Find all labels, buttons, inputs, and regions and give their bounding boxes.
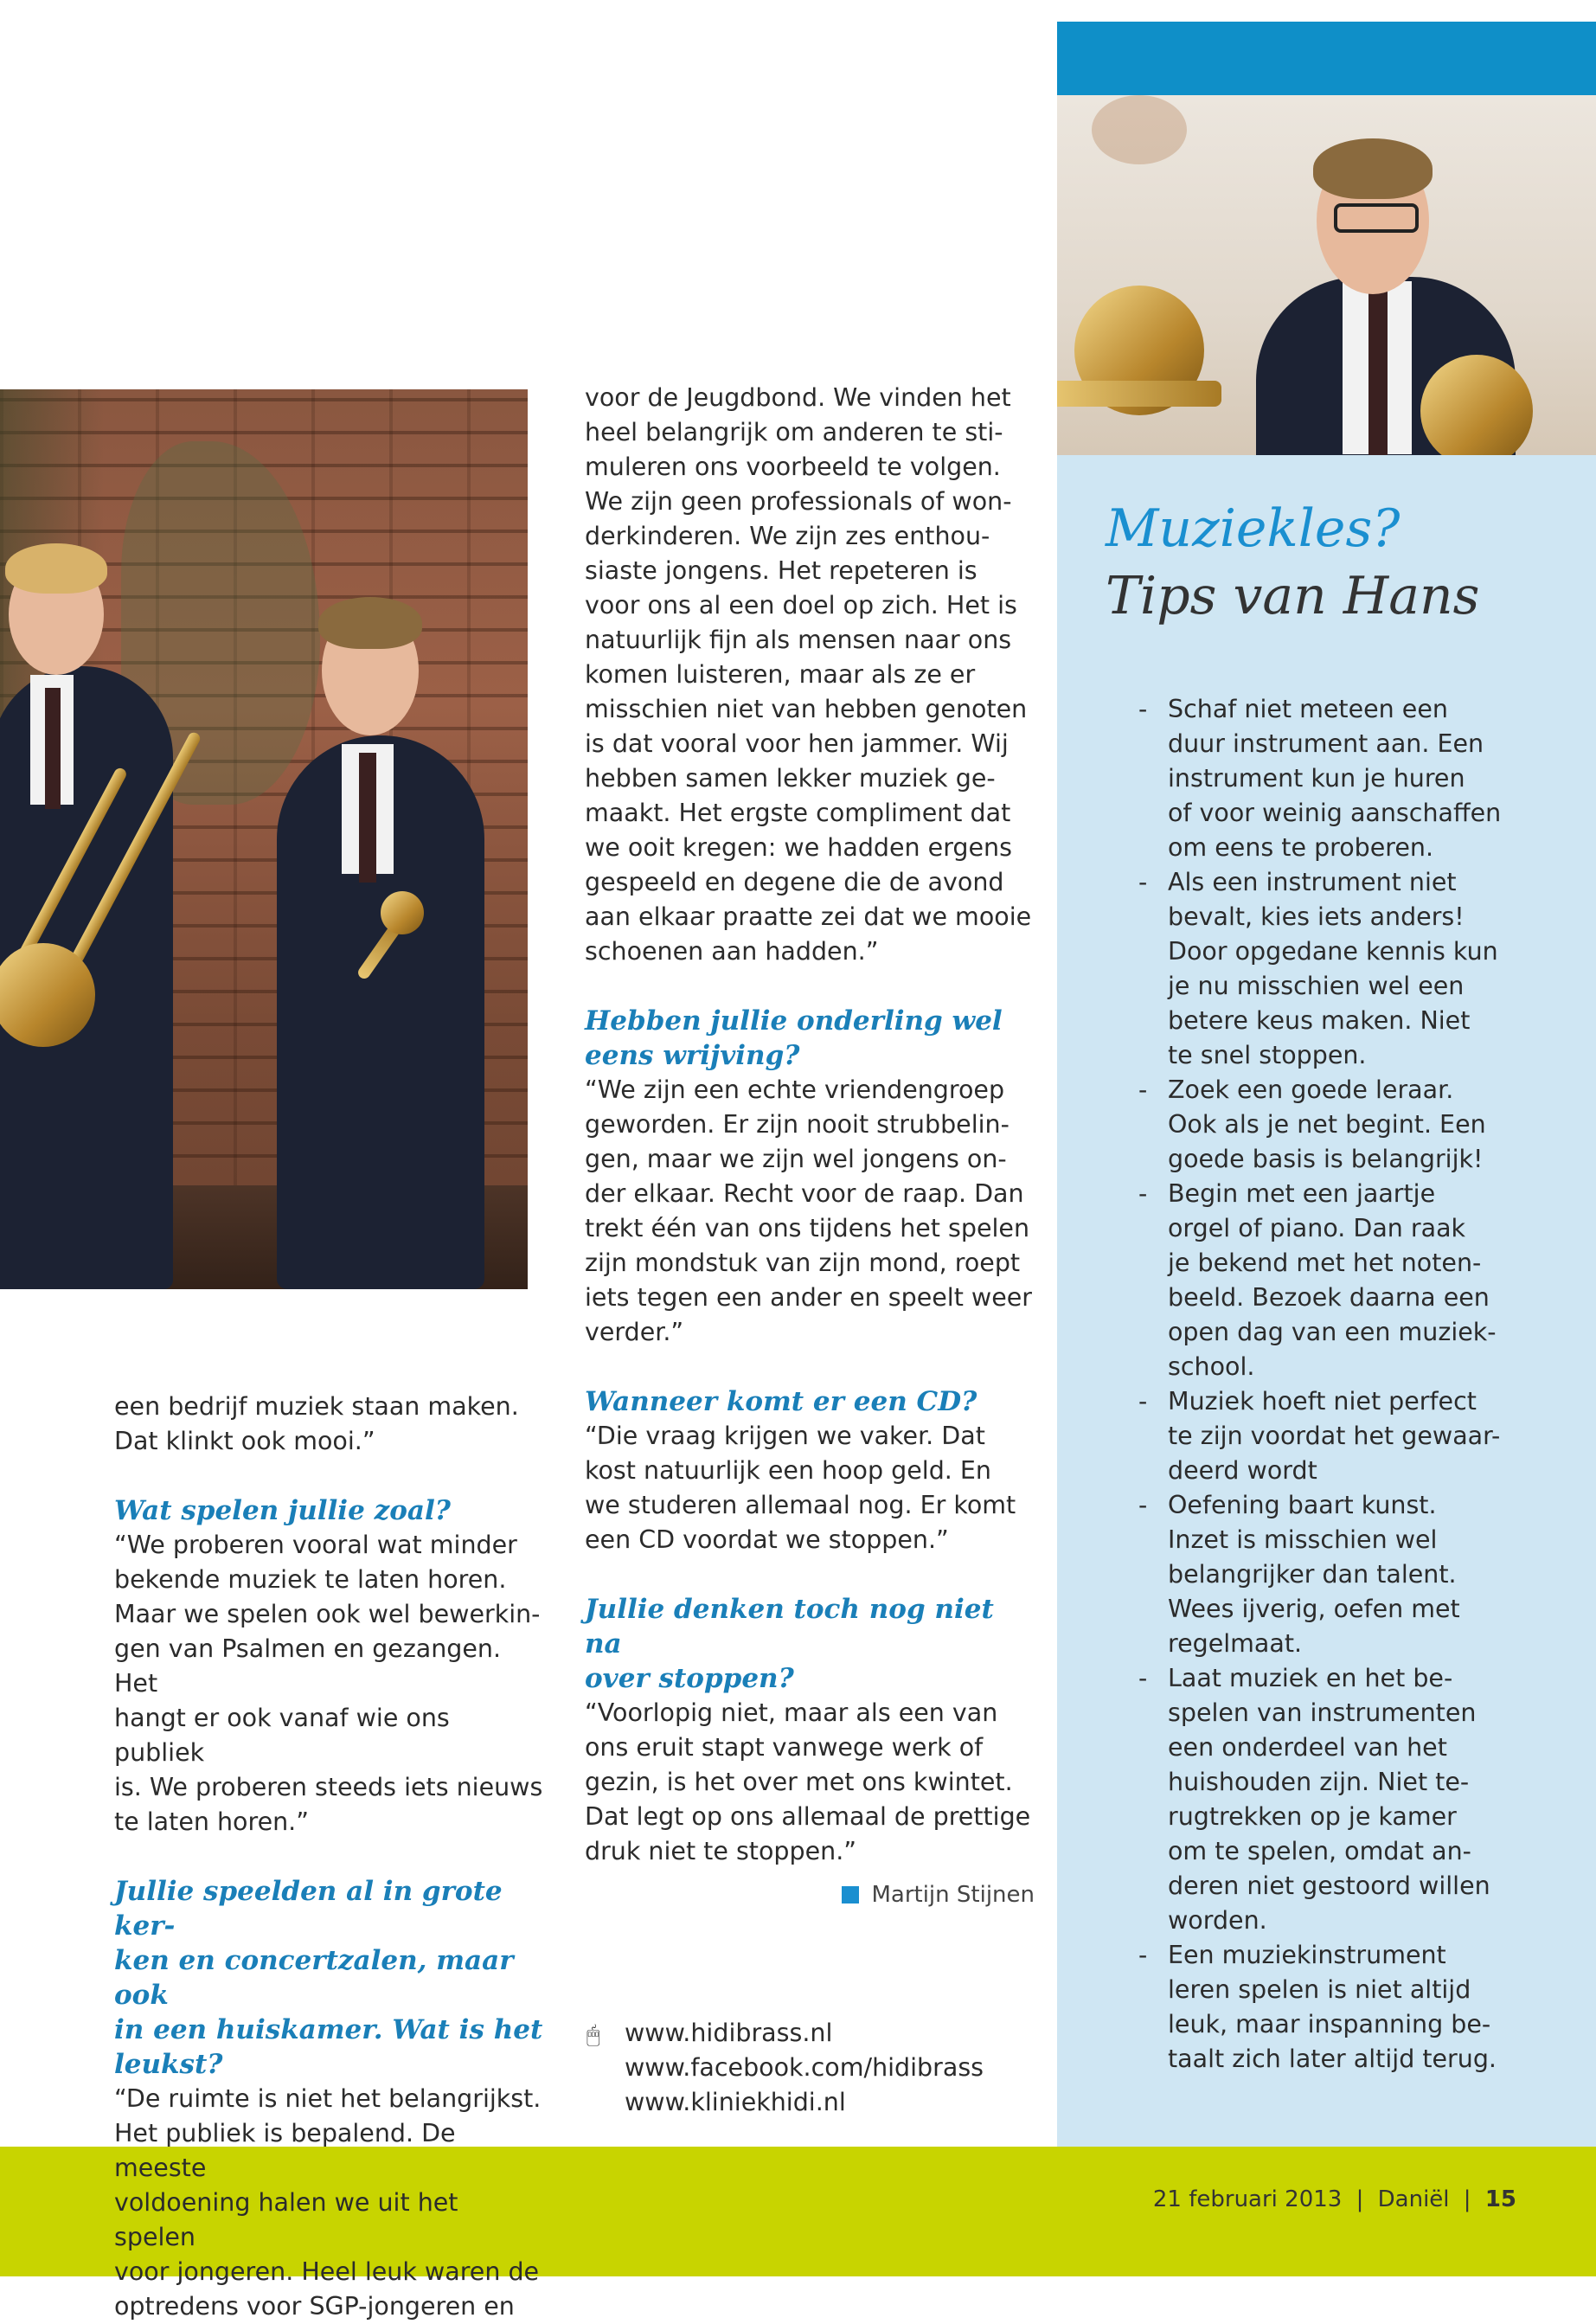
sidebar-title-line2: Tips van Hans [1106, 566, 1480, 626]
question-4: Wanneer komt er een CD? [585, 1386, 977, 1417]
tip-8-line-2: leuk, maar inspanning be- [1168, 2010, 1491, 2038]
answer-2-line-1: Het publiek is bepalend. De meeste [114, 2119, 456, 2182]
accent-bar [1057, 22, 1596, 95]
tip-1-line-0: Schaf niet meteen een [1168, 695, 1448, 723]
answer-3-line-5: zijn mondstuk van zijn mond, roept [585, 1249, 1021, 1277]
answer-5-line-0: “Voorlopig niet, maar als een van [585, 1698, 998, 1727]
answer-cont-line-16: schoenen aan hadden.” [585, 937, 879, 966]
answer-1-line-5: is. We proberen steeds iets nieuws [114, 1773, 543, 1801]
bullet-dash-icon: - [1138, 1664, 1148, 1692]
answer-2-line-4: optredens voor SGP-jongeren en [114, 2292, 515, 2321]
bullet-dash-icon: - [1138, 1941, 1148, 1969]
tip-4-line-0: Begin met een jaartje [1168, 1179, 1436, 1208]
link-line-1[interactable]: www.facebook.com/hidibrass [625, 2053, 984, 2082]
tip-5-line-1: te zijn voordat het gewaar- [1168, 1422, 1501, 1450]
question-3-line-0: Hebben jullie onderling wel [585, 1005, 1003, 1037]
tip-6 [1138, 1488, 1574, 1661]
answer-5-line-4: druk niet te stoppen.” [585, 1837, 857, 1865]
question-2-line-2: in een huiskamer. Wat is het [114, 2014, 543, 2045]
question-2-line-1: ken en concertzalen, maar ook [114, 1945, 514, 2011]
answer-4 [585, 1419, 1035, 1557]
tip-1-line-1: duur instrument aan. Een [1168, 729, 1484, 758]
tip-6-line-3: Wees ijverig, oefen met [1168, 1595, 1460, 1623]
answer-cont-line-8: komen luisteren, maar als ze er [585, 660, 976, 689]
tip-4-line-2: je bekend met het noten- [1168, 1249, 1482, 1277]
answer-cont-line-4: derkinderen. We zijn zes enthou- [585, 522, 990, 550]
tip-7-line-6: deren niet gestoord willen [1168, 1871, 1490, 1900]
tip-8-line-3: taalt zich later altijd terug. [1168, 2045, 1497, 2073]
bullet-dash-icon: - [1138, 695, 1148, 723]
tip-5 [1138, 1384, 1574, 1488]
links-block [586, 2016, 1036, 2120]
answer-5-line-1: ons eruit stapt vanwege werk of [585, 1733, 984, 1762]
tip-6-line-4: regelmaat. [1168, 1629, 1303, 1658]
tip-2-line-3: je nu misschien wel een [1168, 972, 1465, 1000]
tip-6-line-1: Inzet is misschien wel [1168, 1525, 1438, 1554]
answer-4-line-3: een CD voordat we stoppen.” [585, 1525, 949, 1554]
question-2-line-3: leukst? [114, 2049, 223, 2080]
tip-2-line-5: te snel stoppen. [1168, 1041, 1367, 1069]
answer-1-line-3: gen van Psalmen en gezangen. Het [114, 1634, 502, 1698]
answer-3-line-2: gen, maar we zijn wel jongens on- [585, 1145, 1007, 1173]
answer-cont-line-15: aan elkaar praatte zei dat we mooie [585, 902, 1032, 931]
tip-4 [1138, 1177, 1574, 1384]
answer-cont-line-10: is dat vooral voor hen jammer. Wij [585, 729, 1009, 758]
answer-2 [114, 2082, 547, 2324]
sidebar-title-line1: Muziekles? [1106, 498, 1401, 559]
answer-cont-line-9: misschien niet van hebben genoten [585, 695, 1028, 723]
tip-7-line-1: spelen van instrumenten [1168, 1698, 1477, 1727]
question-3-line-1: eens wrijving? [585, 1040, 800, 1071]
answer-4-line-1: kost natuurlijk een hoop geld. En [585, 1456, 991, 1485]
answer-3-line-4: trekt één van ons tijdens het spelen [585, 1214, 1030, 1242]
bullet-dash-icon: - [1138, 1491, 1148, 1519]
tips-sidebar [1057, 455, 1596, 2147]
author-name: Martijn Stijnen [871, 1882, 1035, 1908]
tip-2-line-2: Door opgedane kennis kun [1168, 937, 1498, 966]
question-2 [114, 1874, 547, 2082]
links-list [625, 2016, 1036, 2120]
tip-6-line-2: belangrijker dan talent. [1168, 1560, 1457, 1589]
tip-7-line-7: worden. [1168, 1906, 1267, 1935]
tip-7-line-5: om te spelen, omdat an- [1168, 1837, 1471, 1865]
tip-4-line-5: school. [1168, 1352, 1255, 1381]
tip-2 [1138, 865, 1574, 1073]
sidebar-title [1106, 495, 1479, 630]
question-5-line-1: over stoppen? [585, 1663, 794, 1694]
link-line-2[interactable]: www.kliniekhidi.nl [625, 2088, 846, 2116]
answer-cont-line-11: hebben samen lekker muziek ge- [585, 764, 996, 793]
tip-8 [1138, 1938, 1574, 2077]
answer-cont-line-3: We zijn geen professionals of won- [585, 487, 1012, 516]
tip-2-line-1: bevalt, kies iets anders! [1168, 902, 1465, 931]
answer-cont-line-6: voor ons al een doel op zich. Het is [585, 591, 1017, 620]
tip-1-line-3: of voor weinig aanschaffen [1168, 799, 1502, 827]
tip-6-line-0: Oefening baart kunst. [1168, 1491, 1437, 1519]
answer-3-line-7: verder.” [585, 1318, 684, 1346]
tip-3-line-1: Ook als je net begint. Een [1168, 1110, 1486, 1139]
answer-5-line-3: Dat legt op ons allemaal de prettige [585, 1802, 1031, 1831]
tip-3-line-2: goede basis is belangrijk! [1168, 1145, 1484, 1173]
tip-4-line-1: orgel of piano. Dan raak [1168, 1214, 1466, 1242]
answer-1-line-6: te laten horen.” [114, 1807, 309, 1836]
question-1: Wat spelen jullie zoal? [114, 1495, 451, 1526]
author-credit [827, 1878, 1035, 1912]
tip-8-line-0: Een muziekinstrument [1168, 1941, 1446, 1969]
answer-cont-line-5: siaste jongens. Het repeteren is [585, 556, 977, 585]
intro-line-1: Dat klinkt ook mooi.” [114, 1427, 375, 1455]
answer-2-line-0: “De ruimte is niet het belangrijkst. [114, 2084, 542, 2113]
tip-7 [1138, 1661, 1574, 1938]
answer-3-line-1: geworden. Er zijn nooit strubbelin- [585, 1110, 1010, 1139]
answer-3 [585, 1073, 1035, 1350]
intro-text [114, 1390, 547, 1459]
answer-cont-line-14: gespeeld en degene die de avond [585, 868, 1004, 896]
question-2-line-0: Jullie speelden al in grote ker- [114, 1876, 503, 1942]
answer-5 [585, 1696, 1035, 1869]
answer-1-line-2: Maar we spelen ook wel bewerkin- [114, 1600, 541, 1628]
trumpet-player-photo [1057, 95, 1596, 455]
tip-7-line-2: een onderdeel van het [1168, 1733, 1447, 1762]
question-3 [585, 1004, 1035, 1073]
answer-1-line-1: bekende muziek te laten horen. [114, 1565, 507, 1594]
tip-8-line-1: leren spelen is niet altijd [1168, 1975, 1471, 2004]
answer-cont-line-1: heel belangrijk om anderen te sti- [585, 418, 1003, 446]
answer-1-line-0: “We proberen vooral wat minder [114, 1531, 517, 1559]
answer-1 [114, 1528, 547, 1839]
tip-1 [1138, 692, 1574, 865]
answer-3-line-0: “We zijn een echte vriendengroep [585, 1075, 1005, 1104]
bullet-dash-icon: - [1138, 1179, 1148, 1208]
tip-1-line-4: om eens te proberen. [1168, 833, 1434, 862]
answer-4-line-2: we studeren allemaal nog. Er komt [585, 1491, 1016, 1519]
tip-7-line-0: Laat muziek en het be- [1168, 1664, 1453, 1692]
tip-2-line-4: betere keus maken. Niet [1168, 1006, 1471, 1035]
intro-line-0: een bedrijf muziek staan maken. [114, 1392, 519, 1421]
tip-5-line-2: deerd wordt [1168, 1456, 1317, 1485]
answer-4-line-0: “Die vraag krijgen we vaker. Dat [585, 1422, 985, 1450]
answer-continued [585, 381, 1035, 969]
tip-4-line-3: beeld. Bezoek daarna een [1168, 1283, 1490, 1312]
mouse-icon: 🖱 [586, 2022, 600, 2048]
column-mid [585, 381, 1035, 1869]
bullet-dash-icon: - [1138, 1075, 1148, 1104]
answer-cont-line-0: voor de Jeugdbond. We vinden het [585, 383, 1011, 412]
footer: 21 februari 2013 | Daniël | 15 [1152, 2186, 1516, 2212]
tip-1-line-2: instrument kun je huren [1168, 764, 1465, 793]
tip-3-line-0: Zoek een goede leraar. [1168, 1075, 1454, 1104]
footer-magazine: Daniël [1377, 2186, 1450, 2212]
glasses-icon [1334, 203, 1419, 233]
tip-3 [1138, 1073, 1574, 1177]
answer-cont-line-7: natuurlijk fijn als mensen naar ons [585, 626, 1012, 654]
bullet-dash-icon: - [1138, 868, 1148, 896]
footer-date: 21 februari 2013 [1152, 2186, 1343, 2212]
trombone-players-photo [0, 389, 528, 1289]
tip-4-line-4: open dag van een muziek- [1168, 1318, 1497, 1346]
answer-2-line-3: voor jongeren. Heel leuk waren de [114, 2257, 540, 2286]
answer-2-line-2: voldoening halen we uit het spelen [114, 2188, 458, 2251]
question-5-line-0: Jullie denken toch nog niet na [585, 1594, 994, 1660]
answer-1-line-4: hangt er ook vanaf wie ons publiek [114, 1704, 450, 1767]
tips-list [1138, 692, 1574, 2077]
tip-7-line-4: rugtrekken op je kamer [1168, 1802, 1457, 1831]
link-line-0[interactable]: www.hidibrass.nl [625, 2019, 833, 2047]
column-left [114, 1390, 547, 2324]
answer-cont-line-12: maakt. Het ergste compliment dat [585, 799, 1011, 827]
tip-2-line-0: Als een instrument niet [1168, 868, 1457, 896]
answer-3-line-6: iets tegen een ander en speelt weer [585, 1283, 1033, 1312]
question-5 [585, 1592, 1035, 1696]
answer-3-line-3: der elkaar. Recht voor de raap. Dan [585, 1179, 1024, 1208]
answer-5-line-2: gezin, is het over met ons kwintet. [585, 1768, 1013, 1796]
answer-cont-line-13: we ooit kregen: we hadden ergens [585, 833, 1012, 862]
tip-5-line-0: Muziek hoeft niet perfect [1168, 1387, 1477, 1416]
tip-7-line-3: huishouden zijn. Niet te- [1168, 1768, 1470, 1796]
answer-cont-line-2: muleren ons voorbeeld te volgen. [585, 453, 1001, 481]
bullet-dash-icon: - [1138, 1387, 1148, 1416]
page-number: 15 [1484, 2186, 1516, 2212]
author-square-icon [842, 1886, 859, 1903]
